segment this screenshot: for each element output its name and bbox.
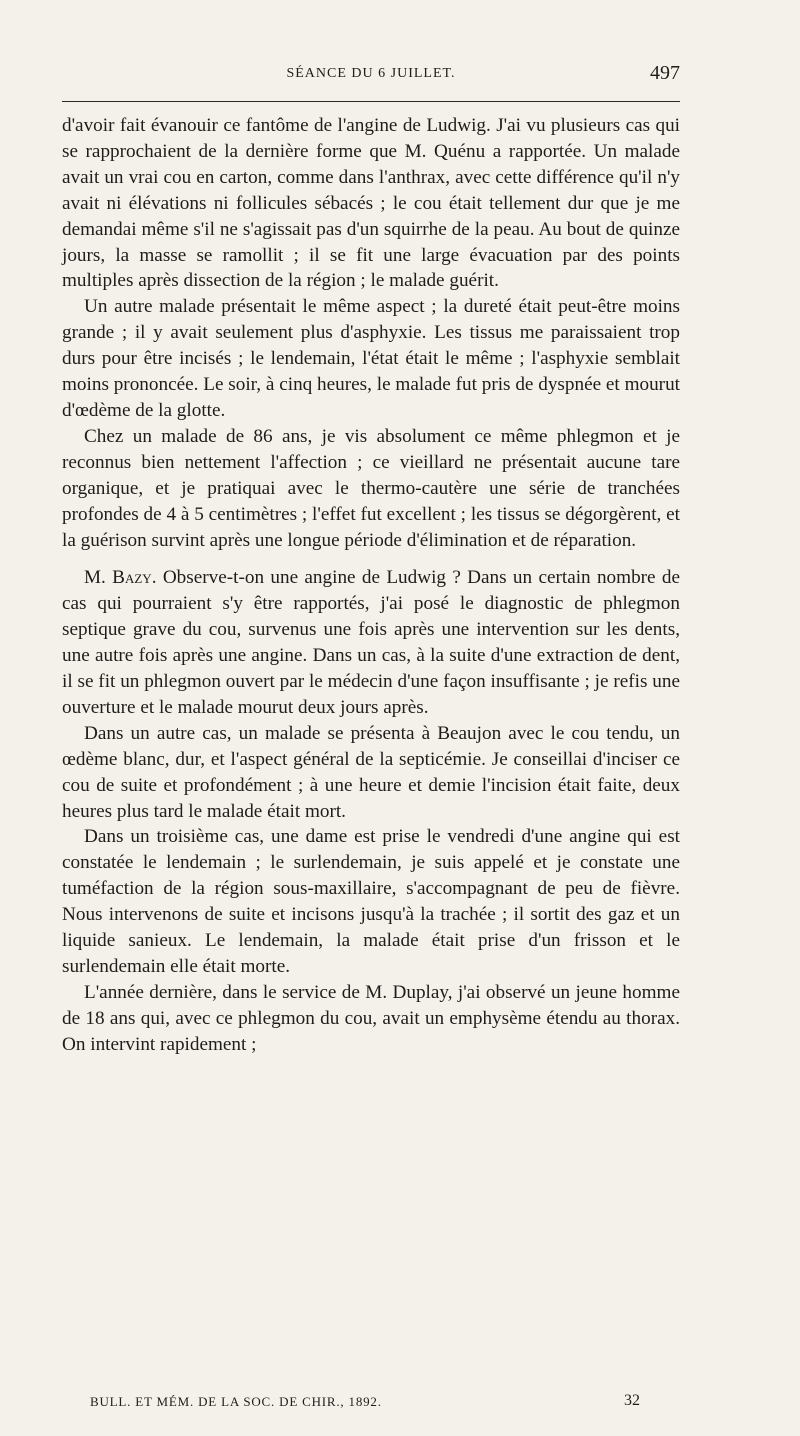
paragraph-7: L'année dernière, dans le service de M. Duplay, j'ai observé un jeune homme de 18 ans qui, avec ce phlegmon du cou, avait un emphysème étendu au thorax. On intervint rapidement ; [62,981,680,1055]
page-footer [90,1392,640,1416]
signature-mark: 32 [624,1392,640,1409]
running-header [62,62,680,92]
paragraph-6: Dans un troisième cas, une dame est prise le vendredi d'une angine qui est constatée le lendemain ; le surlendemain, je suis appelé et je constate une tuméfaction de la région sous-maxillaire, s'accompagnant de peu de fièvre. Nous intervenons de suite et incisons jusqu'à la trachée ; il sortit des gaz et un liquide sanieux. Le lendemain, la malade était prise d'un frisson et le surlendemain elle était morte. [62,826,680,977]
paragraph-1: d'avoir fait évanouir ce fantôme de l'angine de Ludwig. J'ai vu plusieurs cas qui se rapprochaient de la dernière forme que M. Quénu a rapportée. Un malade avait un vrai cou en carton, comme dans l'anthrax, avec cette différence qu'il n'y avait ni élévations ni follicules sébacés ; le cou était tellement dur que je me demandai même s'il ne s'agissait pas d'un squirrhe de la peau. Au bout de quinze jours, la masse se ramollit ; il se fit une large évacuation par des points multiples après dissection de la région ; le malade guérit. [62,115,680,292]
page-number: 497 [650,62,680,84]
paragraph-2: Un autre malade présentait le même aspect ; la dureté était peut-être moins grande ; il y avait seulement plus d'asphyxie. Les tissus me paraissaient trop durs pour être incisés ; le lendemain, l'état était le même ; l'asphyxie semblait moins prononcée. Le soir, à cinq heures, le malade fut pris de dyspnée et mourut d'œdème de la glotte. [62,296,680,421]
running-title: SÉANCE DU 6 JUILLET. [286,66,456,81]
paragraph-5: Dans un autre cas, un malade se présenta à Beaujon avec le cou tendu, un œdème blanc, dur, et l'aspect général de la septicémie. Je conseillai d'inciser ce cou de suite et profondément ; à une heure et demie l'incision était faite, deux heures plus tard le malade était mort. [62,722,680,822]
paragraph-3: Chez un malade de 86 ans, je vis absolument ce même phlegmon et je reconnus bien nettement l'affection ; ce vieillard ne présentait aucune tare organique, et je pratiquai avec le thermo-cautère une série de tranchées profondes de 4 à 5 centimètres ; l'effet fut excellent ; les tissus se dégorgèrent, et la guérison survint après une longue période d'élimination et de réparation. [62,425,680,551]
paragraph-4-text: Observe-t-on une angine de Ludwig ? Dans un certain nombre de cas qui pourraient s'y être rapportés, j'ai posé le diagnostic de phlegmon septique grave du cou, survenus une fois après une intervention sur les dents, une autre fois après une angine. Dans un cas, à la suite d'une extraction de dent, il se fit un phlegmon ouvert par le médecin d'une façon insuffisante ; je refis une ouverture et le malade mourut deux jours après. [62,567,681,718]
body-text [62,113,680,1058]
header-rule [62,101,680,102]
paragraph-4 [62,565,680,720]
journal-reference: BULL. ET MÉM. DE LA SOC. DE CHIR., 1892. [90,1394,382,1409]
speaker-name: M. Bazy. [84,567,157,589]
